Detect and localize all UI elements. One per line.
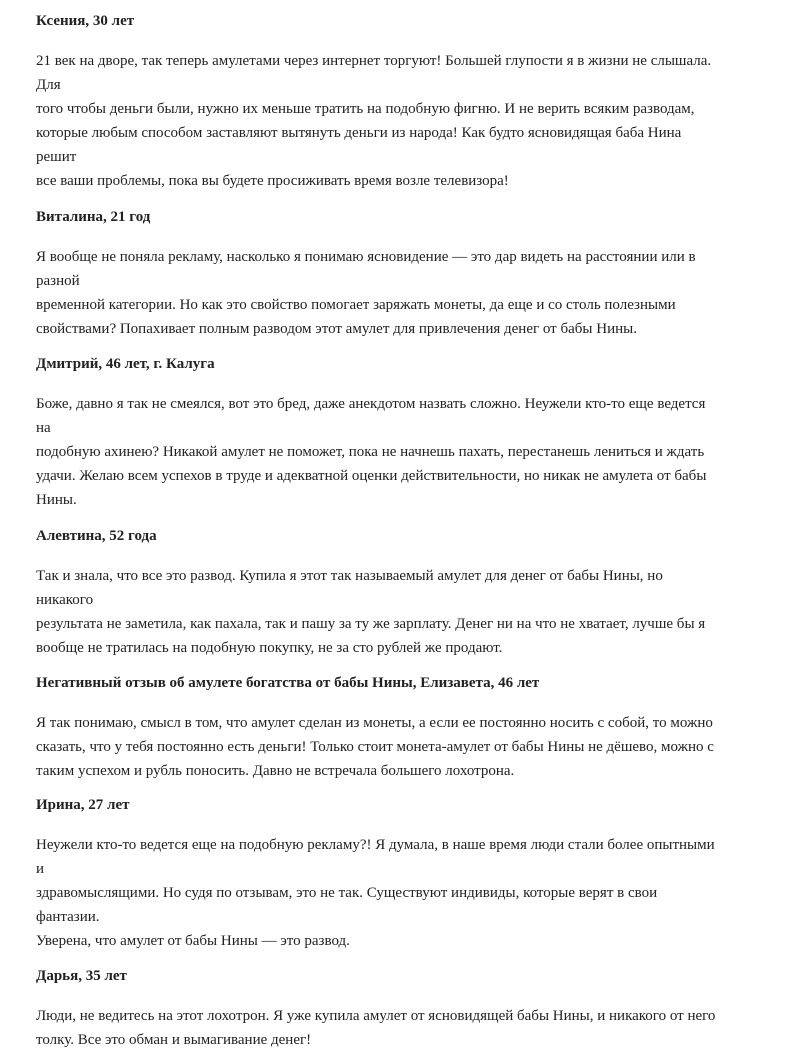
review-text-line: Люди, не ведитесь на этот лохотрон. Я уже купила амулет от ясновидящей бабы Нины, и никакого от него	[36, 1008, 716, 1024]
review-text	[36, 227, 716, 341]
review-item	[36, 783, 716, 953]
review-text	[36, 693, 716, 783]
review-text-line: толку. Все это обман и вымагивание денег!	[36, 1032, 312, 1048]
review-text-line: Я вообще не поняла рекламу, насколько я понимаю ясновидение — это дар видеть на расстоянии или в разной	[36, 249, 696, 289]
review-text-line: временной категории. Но как это свойство помогает заряжать монеты, да еще и со столь полезными	[36, 297, 676, 313]
review-author: Алевтина, 52 года	[36, 528, 157, 544]
review-text-line: того чтобы деньги были, нужно их меньше тратить на подобную фигню. И не верить всяким разводам,	[36, 101, 695, 117]
review-text-line: Я так понимаю, смысл в том, что амулет сделан из монеты, а если ее постоянно носить с собой, то можно	[36, 715, 713, 731]
review-text	[36, 546, 716, 660]
review-text-line: сказать, что у тебя постоянно есть деньги! Только стоит монета-амулет от бабы Нины не дёшево, можно с	[36, 739, 714, 755]
review-text-line: результата не заметила, как пахала, так и пашу за ту же зарплату. Денег ни на что не хватает, лучше бы я	[36, 616, 706, 632]
review-text-line: Неужели кто-то ведется еще на подобную рекламу?! Я думала, в наше время люди стали более опытными и	[36, 837, 715, 877]
review-author: Ксения, 30 лет	[36, 13, 135, 29]
review-item	[36, 953, 716, 1052]
review-text-line: таким успехом и рубль поносить. Давно не встречала большего лохотрона.	[36, 763, 515, 779]
review-author: Дарья, 35 лет	[36, 968, 127, 984]
review-text	[36, 374, 716, 512]
review-item	[36, 193, 716, 341]
review-text	[36, 815, 716, 953]
review-text	[36, 986, 716, 1052]
review-item	[36, 512, 716, 660]
review-text-line: 21 век на дворе, так теперь амулетами через интернет торгуют! Большей глупости я в жизни не слышала. Для	[36, 53, 712, 93]
review-text-line: все ваши проблемы, пока вы будете просиживать время возле телевизора!	[36, 173, 509, 189]
review-text-line: Уверена, что амулет от бабы Нины — это развод.	[36, 933, 350, 949]
review-text-line: Так и знала, что все это развод. Купила я этот так называемый амулет для денег от бабы Нины, но никакого	[36, 568, 663, 608]
review-item	[36, 660, 716, 783]
review-author: Ирина, 27 лет	[36, 797, 130, 813]
review-text-line: подобную ахинею? Никакой амулет не поможет, пока не начнешь пахать, перестанешь лениться и ждать	[36, 444, 705, 460]
review-text-line: здравомыслящими. Но судя по отзывам, это не так. Существуют индивиды, которые верят в свои фантазии.	[36, 885, 658, 925]
review-text-line: вообще не тратилась на подобную покупку, не за сто рублей же продают.	[36, 640, 503, 656]
review-author: Дмитрий, 46 лет, г. Калуга	[36, 356, 215, 372]
review-item	[36, 341, 716, 512]
review-text-line: свойствами? Попахивает полным разводом этот амулет для привлечения денег от бабы Нины.	[36, 321, 637, 337]
review-text-line: Боже, давно я так не смеялся, вот это бред, даже анекдотом назвать сложно. Неужели кто-то еще ведется на	[36, 396, 706, 436]
review-text-line: удачи. Желаю всем успехов в труде и адекватной оценки действительности, но никак не амулета от бабы	[36, 468, 707, 484]
review-author: Виталина, 21 год	[36, 209, 151, 225]
review-text	[36, 31, 716, 193]
review-text-line: Нины.	[36, 492, 77, 508]
review-author: Негативный отзыв об амулете богатства от бабы Нины, Елизавета, 46 лет	[36, 675, 540, 691]
review-item	[36, 0, 716, 193]
review-text-line: которые любым способом заставляют вытянуть деньги из народа! Как будто ясновидящая баба Нина решит	[36, 125, 682, 165]
